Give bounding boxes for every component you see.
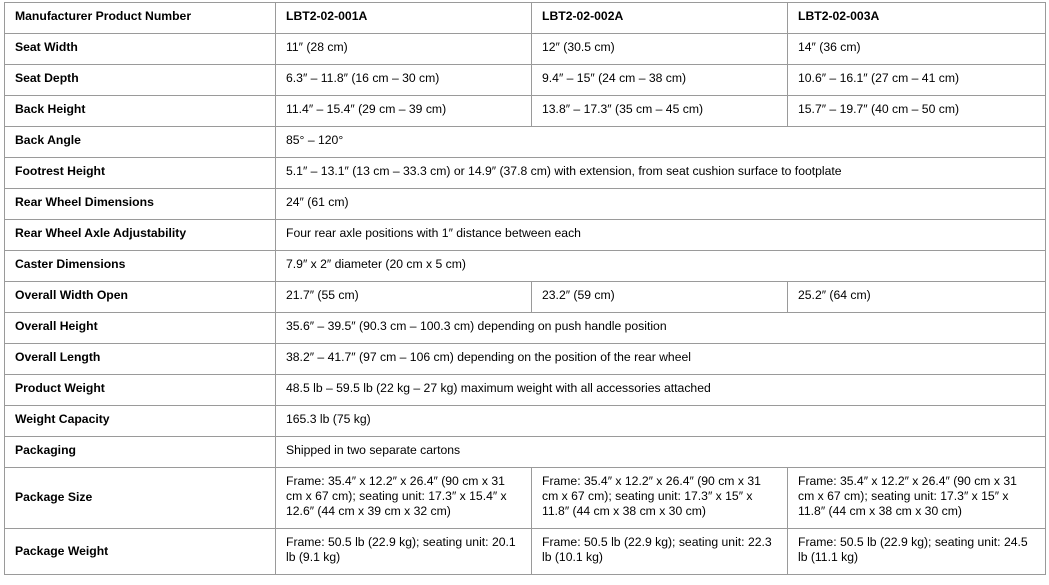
table-row-rear-wheel-dimensions: [5, 189, 1046, 220]
table-cell: Shipped in two separate cartons: [276, 437, 1046, 468]
table-row-rear-wheel-axle: [5, 220, 1046, 251]
row-label: Overall Height: [5, 313, 276, 344]
table-cell: 165.3 lb (75 kg): [276, 406, 1046, 437]
row-label: Package Size: [5, 468, 276, 529]
table-row-caster-dimensions: [5, 251, 1046, 282]
row-label: Packaging: [5, 437, 276, 468]
row-label: Back Height: [5, 96, 276, 127]
table-cell: 48.5 lb – 59.5 lb (22 kg – 27 kg) maximum weight with all accessories attached: [276, 375, 1046, 406]
table-cell: Frame: 50.5 lb (22.9 kg); seating unit: 20.1 lb (9.1 kg): [276, 529, 532, 575]
table-cell: 15.7″ – 19.7″ (40 cm – 50 cm): [788, 96, 1046, 127]
table-row-package-weight: [5, 529, 1046, 575]
table-cell: 6.3″ – 11.8″ (16 cm – 30 cm): [276, 65, 532, 96]
table-row-weight-capacity: [5, 406, 1046, 437]
table-row-overall-height: [5, 313, 1046, 344]
row-label: Package Weight: [5, 529, 276, 575]
row-label: Overall Width Open: [5, 282, 276, 313]
table-row-overall-width-open: [5, 282, 1046, 313]
table-cell: 14″ (36 cm): [788, 34, 1046, 65]
table-cell: 21.7″ (55 cm): [276, 282, 532, 313]
row-label: Weight Capacity: [5, 406, 276, 437]
spec-table: [4, 2, 1046, 575]
table-row-footrest-height: [5, 158, 1046, 189]
model-number: LBT2-02-003A: [788, 3, 1046, 34]
table-row-seat-depth: [5, 65, 1046, 96]
table-cell: 13.8″ – 17.3″ (35 cm – 45 cm): [532, 96, 788, 127]
table-cell: 24″ (61 cm): [276, 189, 1046, 220]
table-row-packaging: [5, 437, 1046, 468]
spec-table-container: [0, 2, 1049, 575]
table-cell: 5.1″ – 13.1″ (13 cm – 33.3 cm) or 14.9″ (37.8 cm) with extension, from seat cushion surface to footplate: [276, 158, 1046, 189]
row-label: Manufacturer Product Number: [5, 3, 276, 34]
table-cell: Four rear axle positions with 1″ distance between each: [276, 220, 1046, 251]
table-cell: Frame: 50.5 lb (22.9 kg); seating unit: 24.5 lb (11.1 kg): [788, 529, 1046, 575]
row-label: Seat Depth: [5, 65, 276, 96]
table-row-back-height: [5, 96, 1046, 127]
table-cell: 7.9″ x 2″ diameter (20 cm x 5 cm): [276, 251, 1046, 282]
row-label: Rear Wheel Axle Adjustability: [5, 220, 276, 251]
table-cell: Frame: 35.4″ x 12.2″ x 26.4″ (90 cm x 31 cm x 67 cm); seating unit: 17.3″ x 15.4″ x 12.6″ (44 cm x 39 cm x 32 cm): [276, 468, 532, 529]
table-cell: Frame: 50.5 lb (22.9 kg); seating unit: 22.3 lb (10.1 kg): [532, 529, 788, 575]
row-label: Footrest Height: [5, 158, 276, 189]
table-row-package-size: [5, 468, 1046, 529]
table-cell: 11″ (28 cm): [276, 34, 532, 65]
table-cell: 9.4″ – 15″ (24 cm – 38 cm): [532, 65, 788, 96]
table-cell: 23.2″ (59 cm): [532, 282, 788, 313]
model-number: LBT2-02-001A: [276, 3, 532, 34]
table-header-row: [5, 3, 1046, 34]
row-label: Seat Width: [5, 34, 276, 65]
table-cell: 11.4″ – 15.4″ (29 cm – 39 cm): [276, 96, 532, 127]
table-cell: 35.6″ – 39.5″ (90.3 cm – 100.3 cm) depending on push handle position: [276, 313, 1046, 344]
table-cell: 25.2″ (64 cm): [788, 282, 1046, 313]
row-label: Product Weight: [5, 375, 276, 406]
row-label: Overall Length: [5, 344, 276, 375]
table-row-product-weight: [5, 375, 1046, 406]
model-number: LBT2-02-002A: [532, 3, 788, 34]
table-row-seat-width: [5, 34, 1046, 65]
row-label: Back Angle: [5, 127, 276, 158]
table-cell: Frame: 35.4″ x 12.2″ x 26.4″ (90 cm x 31 cm x 67 cm); seating unit: 17.3″ x 15″ x 11.8″ (44 cm x 38 cm x 30 cm): [788, 468, 1046, 529]
table-cell: 12″ (30.5 cm): [532, 34, 788, 65]
table-cell: 38.2″ – 41.7″ (97 cm – 106 cm) depending on the position of the rear wheel: [276, 344, 1046, 375]
table-cell: Frame: 35.4″ x 12.2″ x 26.4″ (90 cm x 31 cm x 67 cm); seating unit: 17.3″ x 15″ x 11.8″ (44 cm x 38 cm x 30 cm): [532, 468, 788, 529]
table-cell: 85° – 120°: [276, 127, 1046, 158]
table-cell: 10.6″ – 16.1″ (27 cm – 41 cm): [788, 65, 1046, 96]
row-label: Caster Dimensions: [5, 251, 276, 282]
table-row-overall-length: [5, 344, 1046, 375]
row-label: Rear Wheel Dimensions: [5, 189, 276, 220]
table-row-back-angle: [5, 127, 1046, 158]
